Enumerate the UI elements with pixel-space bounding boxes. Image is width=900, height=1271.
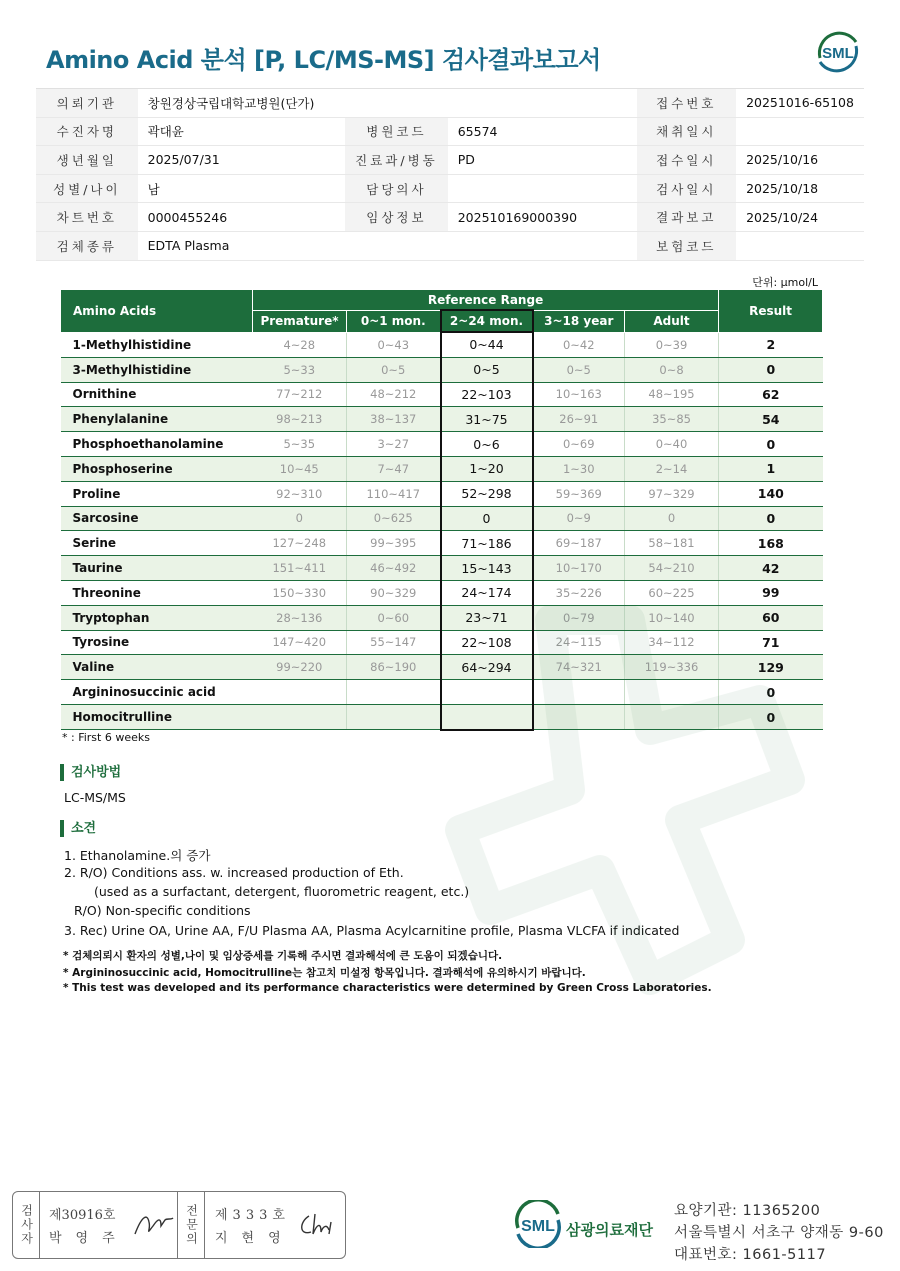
info-label: 성별/나이 — [36, 174, 138, 203]
info-label: 채취일시 — [637, 117, 737, 146]
reference-range-cell: 0~5 — [347, 357, 441, 382]
reference-range-cell: 90~329 — [347, 580, 441, 605]
info-label: 결과보고 — [637, 203, 737, 232]
result-cell: 62 — [719, 382, 823, 407]
reference-range-cell: 1~30 — [533, 456, 625, 481]
reference-range-cell: 10~140 — [625, 605, 719, 630]
reference-range-cell: 151~411 — [253, 556, 347, 581]
reference-range-cell: 4~28 — [253, 332, 347, 357]
result-cell: 71 — [719, 630, 823, 655]
result-cell: 99 — [719, 580, 823, 605]
info-value: 창원경상국립대학교병원(단가) — [138, 89, 345, 117]
result-cell: 140 — [719, 481, 823, 506]
info-value: 0000455246 — [138, 203, 345, 232]
result-cell: 2 — [719, 332, 823, 357]
examiner-label-text: 검사자 — [19, 1204, 34, 1246]
info-value: 65574 — [448, 117, 637, 146]
table-footnote: * : First 6 weeks — [62, 731, 150, 744]
reference-range-cell: 0~8 — [625, 357, 719, 382]
reference-range-cell: 58~181 — [625, 531, 719, 556]
amino-acid-name: Sarcosine — [61, 506, 253, 531]
reference-range-cell: 0~6 — [441, 432, 533, 457]
reference-range-cell: 0~42 — [533, 332, 625, 357]
table-row — [61, 506, 823, 531]
reference-range-cell: 10~45 — [253, 456, 347, 481]
table-row — [61, 481, 823, 506]
result-cell: 168 — [719, 531, 823, 556]
reference-range-cell: 46~492 — [347, 556, 441, 581]
result-cell: 0 — [719, 704, 823, 729]
result-cell: 1 — [719, 456, 823, 481]
info-label: 의뢰기관 — [36, 89, 138, 117]
org-code: 요양기관: 11365200 — [674, 1203, 821, 1219]
org-logo-icon — [512, 1200, 564, 1248]
info-value: 20251016-65108 — [736, 89, 864, 117]
info-label — [345, 231, 448, 260]
logo-text: SML — [822, 45, 854, 62]
note-line: * This test was developed and its performance characteristics were determined by Green Cross Laboratories. — [63, 982, 712, 994]
reference-range-cell: 31~75 — [441, 407, 533, 432]
reference-range-cell: 119~336 — [625, 655, 719, 680]
reference-range-cell: 24~115 — [533, 630, 625, 655]
info-row — [36, 203, 864, 232]
reference-range-cell: 35~85 — [625, 407, 719, 432]
table-row — [61, 456, 823, 481]
unit-label: 단위: μmol/L — [752, 276, 818, 289]
amino-acid-name: Serine — [61, 531, 253, 556]
header-age-group: Premature* — [253, 310, 347, 332]
reference-range-cell: 24~174 — [441, 580, 533, 605]
specialist-name: 지현영 — [215, 1231, 295, 1246]
info-value: 2025/10/16 — [736, 146, 864, 175]
reference-range-cell: 86~190 — [347, 655, 441, 680]
reference-range-cell: 5~35 — [253, 432, 347, 457]
reference-range-cell: 10~163 — [533, 382, 625, 407]
org-address: 서울특별시 서초구 양재동 9-60 — [674, 1225, 884, 1241]
info-label: 차트번호 — [36, 203, 138, 232]
finding-line: 2. R/O) Conditions ass. w. increased production of Eth. — [64, 865, 404, 880]
examiner-signature-icon — [131, 1208, 175, 1240]
finding-line: (used as a surfactant, detergent, fluorometric reagent, etc.) — [94, 884, 470, 899]
info-label: 임상정보 — [345, 203, 448, 232]
info-value: 2025/07/31 — [138, 146, 345, 175]
amino-acid-name: 3-Methylhistidine — [61, 357, 253, 382]
info-label: 병원코드 — [345, 117, 448, 146]
header-amino-acids: Amino Acids — [61, 290, 253, 333]
info-label: 담당의사 — [345, 174, 448, 203]
table-row — [61, 432, 823, 457]
header-age-group: Adult — [625, 310, 719, 332]
examiner-label — [13, 1192, 40, 1258]
finding-line: 1. Ethanolamine.의 증가 — [64, 848, 211, 863]
amino-acid-name: Tryptophan — [61, 605, 253, 630]
info-row — [36, 146, 864, 175]
reference-range-cell: 22~108 — [441, 630, 533, 655]
reference-range-cell: 22~103 — [441, 382, 533, 407]
reference-range-cell: 0~5 — [533, 357, 625, 382]
info-value: EDTA Plasma — [138, 231, 345, 260]
reference-range-cell: 0~625 — [347, 506, 441, 531]
reference-range-cell: 77~212 — [253, 382, 347, 407]
table-row — [61, 407, 823, 432]
reference-range-cell: 0~39 — [625, 332, 719, 357]
info-value: 곽대윤 — [138, 117, 345, 146]
patient-info-table — [36, 89, 864, 261]
info-label: 검사일시 — [637, 174, 737, 203]
amino-acid-name: Phosphoethanolamine — [61, 432, 253, 457]
info-label: 진료과/병동 — [345, 146, 448, 175]
specialist-number: 제333호 — [215, 1208, 290, 1223]
reference-range-cell: 0 — [441, 506, 533, 531]
amino-acid-name: Tyrosine — [61, 630, 253, 655]
reference-range-cell — [347, 704, 441, 729]
reference-range-cell: 1~20 — [441, 456, 533, 481]
reference-range-cell: 92~310 — [253, 481, 347, 506]
reference-range-cell: 99~395 — [347, 531, 441, 556]
info-value: 남 — [138, 174, 345, 203]
reference-range-cell — [253, 680, 347, 705]
specialist-signature-icon — [295, 1208, 339, 1240]
reference-range-cell: 2~14 — [625, 456, 719, 481]
info-value: 202510169000390 — [448, 203, 637, 232]
reference-range-cell: 69~187 — [533, 531, 625, 556]
signature-box — [12, 1191, 346, 1259]
reference-range-cell — [253, 704, 347, 729]
org-name: 삼광의료재단 — [566, 1221, 653, 1239]
amino-acid-name: Argininosuccinic acid — [61, 680, 253, 705]
reference-range-cell: 48~212 — [347, 382, 441, 407]
info-value — [448, 89, 637, 117]
reference-range-cell: 52~298 — [441, 481, 533, 506]
specialist-label — [177, 1192, 205, 1258]
org-logo-text: SML — [521, 1218, 555, 1235]
reference-range-cell: 0 — [625, 506, 719, 531]
reference-range-cell: 3~27 — [347, 432, 441, 457]
amino-acid-name: Ornithine — [61, 382, 253, 407]
reference-range-cell: 0~60 — [347, 605, 441, 630]
info-value — [448, 174, 637, 203]
result-cell: 60 — [719, 605, 823, 630]
result-cell: 54 — [719, 407, 823, 432]
reference-range-cell: 35~226 — [533, 580, 625, 605]
info-row — [36, 117, 864, 146]
finding-line: 3. Rec) Urine OA, Urine AA, F/U Plasma AA, Plasma Acylcarnitine profile, Plasma VLCFA if indicated — [64, 923, 680, 938]
reference-range-cell: 150~330 — [253, 580, 347, 605]
info-value — [736, 231, 864, 260]
result-cell: 0 — [719, 506, 823, 531]
method-text: LC-MS/MS — [64, 790, 126, 805]
reference-range-cell: 34~112 — [625, 630, 719, 655]
reference-range-cell: 26~91 — [533, 407, 625, 432]
result-cell: 42 — [719, 556, 823, 581]
amino-acid-name: Valine — [61, 655, 253, 680]
reference-range-cell: 64~294 — [441, 655, 533, 680]
reference-range-cell: 0~69 — [533, 432, 625, 457]
reference-range-cell: 55~147 — [347, 630, 441, 655]
result-cell: 0 — [719, 357, 823, 382]
info-value — [736, 117, 864, 146]
reference-range-cell: 98~213 — [253, 407, 347, 432]
reference-range-cell: 10~170 — [533, 556, 625, 581]
sml-logo-icon — [812, 28, 864, 76]
info-value — [448, 231, 637, 260]
result-cell: 0 — [719, 680, 823, 705]
reference-range-cell: 59~369 — [533, 481, 625, 506]
reference-range-cell: 71~186 — [441, 531, 533, 556]
amino-acid-name: Taurine — [61, 556, 253, 581]
examiner-number: 제30916호 — [49, 1208, 116, 1223]
table-row — [61, 556, 823, 581]
info-value: 2025/10/18 — [736, 174, 864, 203]
table-row — [61, 531, 823, 556]
reference-range-cell: 74~321 — [533, 655, 625, 680]
reference-range-cell: 0~43 — [347, 332, 441, 357]
reference-range-cell: 38~137 — [347, 407, 441, 432]
reference-range-cell: 99~220 — [253, 655, 347, 680]
header-age-group: 0~1 mon. — [347, 310, 441, 332]
table-row — [61, 382, 823, 407]
info-value: PD — [448, 146, 637, 175]
info-label: 검체종류 — [36, 231, 138, 260]
info-row — [36, 231, 864, 260]
info-label: 접수일시 — [637, 146, 737, 175]
reference-range-cell: 127~248 — [253, 531, 347, 556]
reference-range-cell: 7~47 — [347, 456, 441, 481]
info-label — [345, 89, 448, 117]
reference-range-cell: 110~417 — [347, 481, 441, 506]
reference-range-cell: 5~33 — [253, 357, 347, 382]
header-age-group: 3~18 year — [533, 310, 625, 332]
reference-range-cell — [347, 680, 441, 705]
reference-range-cell: 0~44 — [441, 332, 533, 357]
amino-acid-name: Homocitrulline — [61, 704, 253, 729]
watermark-icon — [430, 580, 870, 1020]
amino-acid-name: Phenylalanine — [61, 407, 253, 432]
table-row — [61, 357, 823, 382]
result-cell: 129 — [719, 655, 823, 680]
info-label: 접수번호 — [637, 89, 737, 117]
info-label: 수진자명 — [36, 117, 138, 146]
table-row — [61, 332, 823, 357]
header-result: Result — [719, 290, 823, 333]
specialist-label-text: 전문의 — [184, 1204, 199, 1246]
header-age-group: 2~24 mon. — [441, 310, 533, 332]
amino-acid-name: Proline — [61, 481, 253, 506]
info-label: 보험코드 — [637, 231, 737, 260]
info-value: 2025/10/24 — [736, 203, 864, 232]
reference-range-cell: 0~79 — [533, 605, 625, 630]
reference-range-cell: 54~210 — [625, 556, 719, 581]
reference-range-cell: 0~40 — [625, 432, 719, 457]
info-label: 생년월일 — [36, 146, 138, 175]
reference-range-cell: 15~143 — [441, 556, 533, 581]
reference-range-cell: 0 — [253, 506, 347, 531]
result-cell: 0 — [719, 432, 823, 457]
amino-acid-name: 1-Methylhistidine — [61, 332, 253, 357]
amino-acid-name: Threonine — [61, 580, 253, 605]
note-line: * Argininosuccinic acid, Homocitrulline는 참고치 미설정 항목입니다. 결과해석에 유의하시기 바랍니다. — [63, 967, 586, 979]
reference-range-cell: 48~195 — [625, 382, 719, 407]
finding-line: R/O) Non-specific conditions — [74, 903, 251, 918]
org-phone: 대표번호: 1661-5117 — [674, 1247, 827, 1263]
method-heading: 검사방법 — [60, 764, 121, 781]
findings-heading: 소견 — [60, 820, 96, 837]
reference-range-cell: 0~9 — [533, 506, 625, 531]
reference-range-cell: 28~136 — [253, 605, 347, 630]
reference-range-cell: 97~329 — [625, 481, 719, 506]
info-row — [36, 174, 864, 203]
examiner-name: 박영주 — [49, 1231, 129, 1246]
info-row — [36, 89, 864, 117]
header-reference-range: Reference Range — [253, 290, 719, 311]
reference-range-cell: 23~71 — [441, 605, 533, 630]
reference-range-cell: 0~5 — [441, 357, 533, 382]
reference-range-cell: 147~420 — [253, 630, 347, 655]
note-line: * 검체의뢰시 환자의 성별,나이 및 임상증세를 기록해 주시면 결과해석에 큰 도움이 되겠습니다. — [63, 950, 503, 962]
reference-range-cell: 60~225 — [625, 580, 719, 605]
report-title: Amino Acid 분석 [P, LC/MS-MS] 검사결과보고서 — [46, 46, 601, 74]
amino-acid-name: Phosphoserine — [61, 456, 253, 481]
